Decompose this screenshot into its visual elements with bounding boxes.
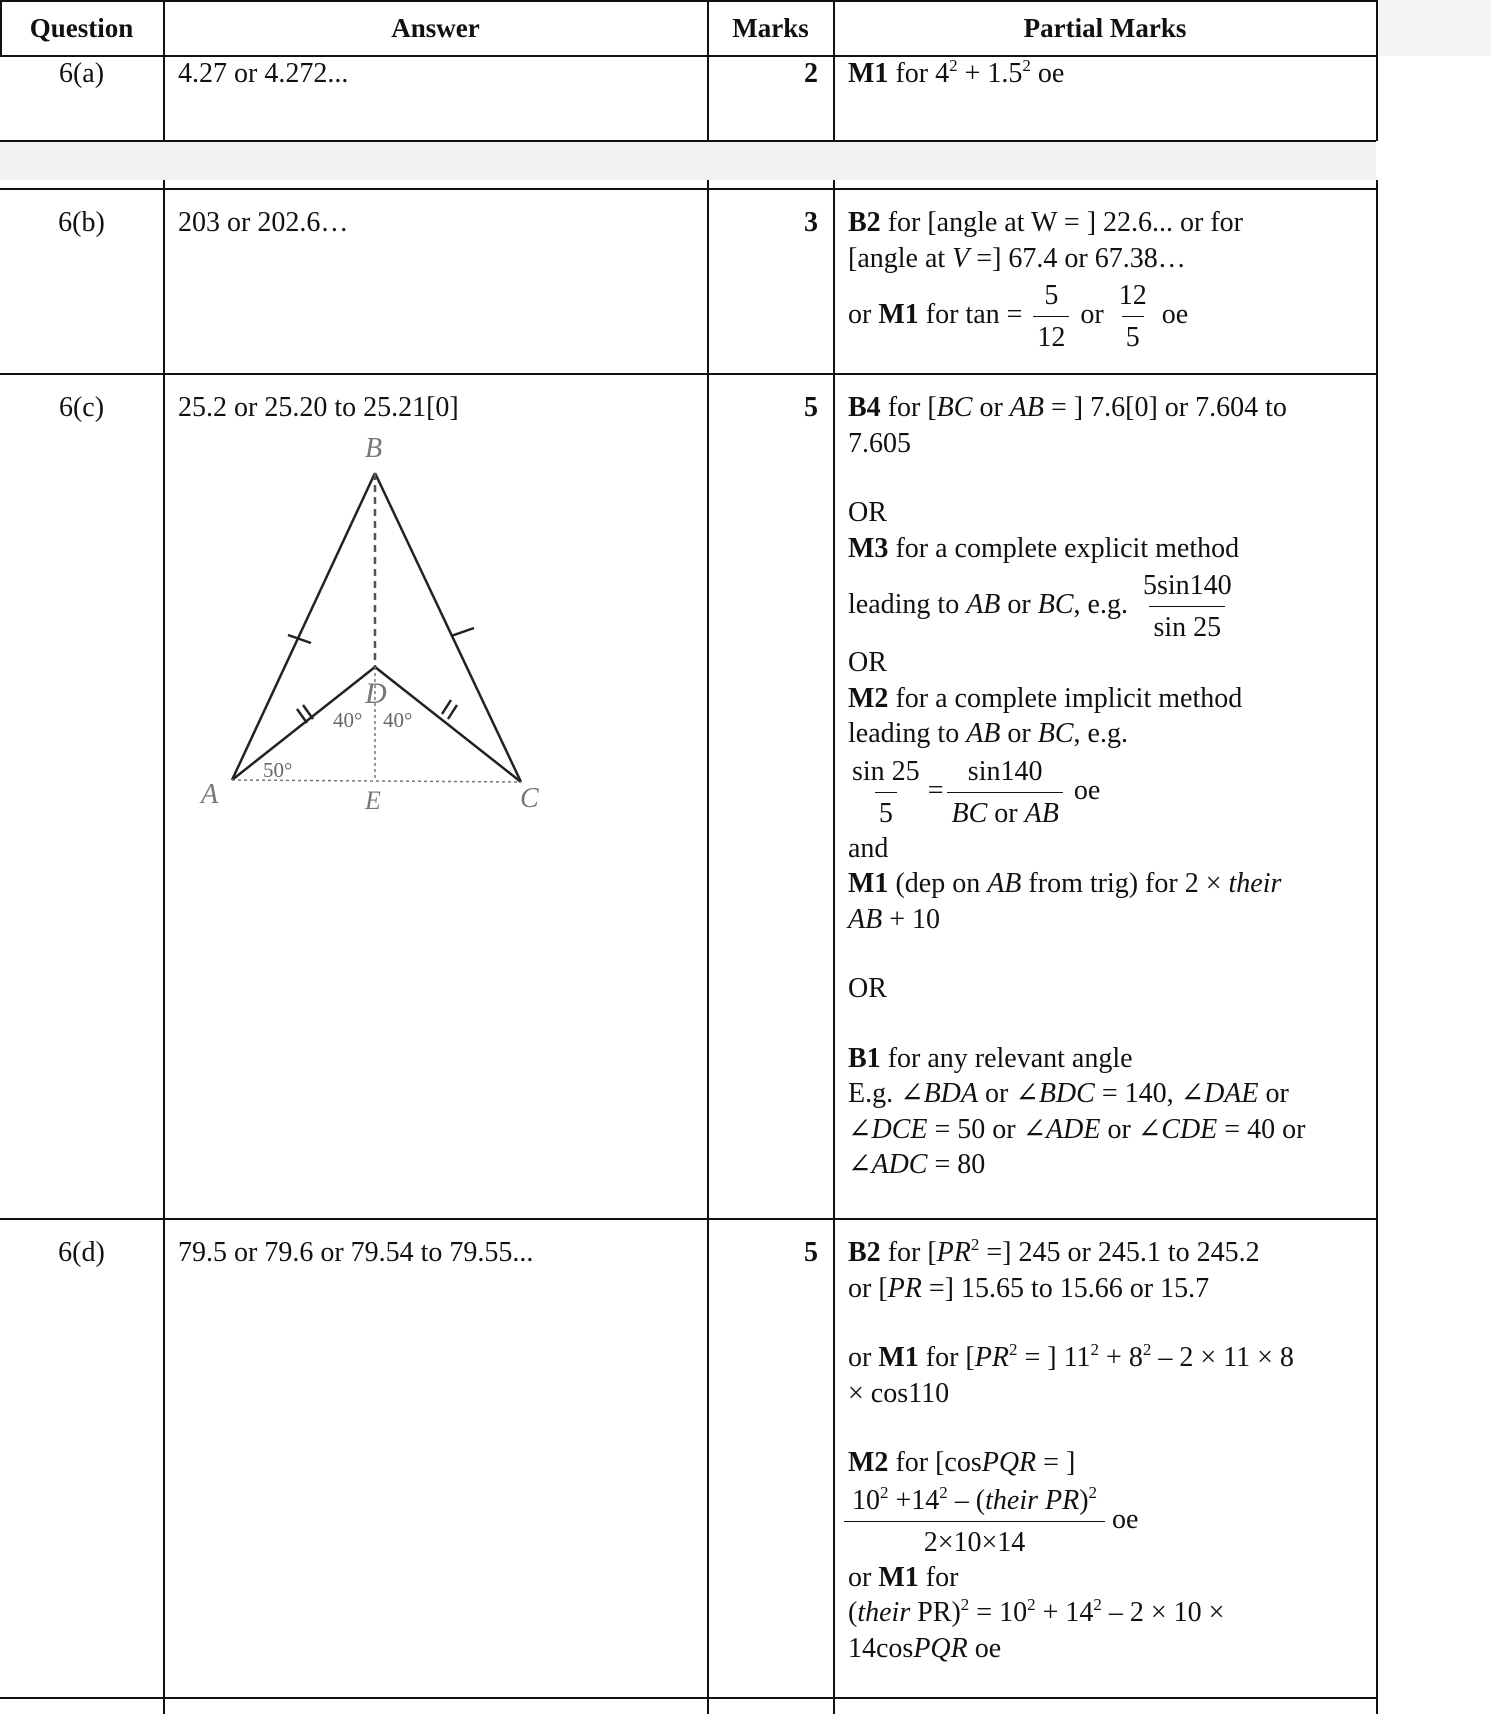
answer-6c: 25.2 or 25.20 to 25.21[0] xyxy=(178,392,459,423)
question-6c: 6(c) xyxy=(58,392,105,423)
header-partial-marks: Partial Marks xyxy=(1023,12,1187,43)
header-strip xyxy=(1376,0,1491,56)
fraction-explicit: $\frac{5\sin 140}{\sin 25}$ xyxy=(1142,570,1232,643)
angle-50: 50° xyxy=(263,758,293,782)
fraction-cosine-rule: $\frac{10^2 +14^2 - (their PR)^2}{2\times 10\times 14}$ xyxy=(848,1483,1101,1560)
header-marks: Marks xyxy=(732,12,809,43)
triangle-diagram xyxy=(195,425,555,825)
question-6d: 6(d) xyxy=(58,1237,105,1268)
header-answer: Answer xyxy=(391,12,480,43)
answer-6d: 79.5 or 79.6 or 79.54 to 79.55... xyxy=(178,1237,534,1268)
partial-marks-6a: M1 for $4^2 + 1.5^2$ oe xyxy=(848,56,1065,89)
border xyxy=(0,373,1376,375)
answer-6b: 203 or 202.6… xyxy=(178,207,349,238)
border xyxy=(0,140,1376,142)
label-a: A xyxy=(201,779,219,810)
fraction-5-12: $\frac{5}{12}$ xyxy=(1033,278,1069,355)
header-question: Question xyxy=(29,12,134,43)
question-6a: 6(a) xyxy=(58,58,105,89)
marks-6c: 5 xyxy=(804,392,818,423)
question-6b: 6(b) xyxy=(58,207,105,238)
partial-marks-6c: B4 for [BC or AB = ] 7.6[0] or 7.604 to 7.605 OR M3 for a complete explicit method leading to AB or BC, e.g. $\frac{5\sin 140}{\sin 25}$ OR M2 for a complete implicit method leading to AB or BC, e.g. $\frac{\sin 25}{5}$ = $\frac{\sin 140}{\text{BC or AB}}$ oe and M1 (dep on AB from trig) for 2 × their AB + 10 OR B1 for any relevant angle E.g. ∠BDA or ∠BDC = 140, ∠DAE or ∠DCE = 50 or ∠ADE or ∠CDE = 40 or ∠ADC = 80 xyxy=(848,392,1306,1180)
angle-40-left: 40° xyxy=(333,708,363,732)
border xyxy=(1376,180,1378,1714)
label-d: D xyxy=(365,677,387,710)
marks-6d: 5 xyxy=(804,1237,818,1268)
label-e: E xyxy=(365,786,381,815)
border xyxy=(1376,0,1378,141)
row-gap xyxy=(0,141,1376,180)
border xyxy=(833,180,835,1714)
border xyxy=(0,1218,1376,1220)
partial-marks-6b: B2 for [angle at W = ] 22.6... or for [angle at V =] 67.4 or 67.38… or M1 for tan = $\frac{5}{12}$ or $\frac{12}{5}$ oe xyxy=(848,207,1244,353)
angle-40-right: 40° xyxy=(383,708,413,732)
marks-6b: 3 xyxy=(804,207,818,238)
border xyxy=(0,1697,1376,1699)
fraction-sin140: $\frac{\sin 140}{\text{BC or AB}}$ xyxy=(947,754,1062,831)
label-c: C xyxy=(520,783,539,814)
marks-6a: 2 xyxy=(804,58,818,89)
border xyxy=(163,180,165,1714)
fraction-sin25-5: $\frac{\sin 25}{5}$ xyxy=(852,755,920,829)
partial-marks-6d: B2 for [$PR^2$ =] 245 or 245.1 to 245.2 or [PR =] 15.65 to 15.66 or 15.7 or M1 for [$PR^2$ = ] $11^2 + 8^2 - 2 \times 11 \times 8$ × cos110 M2 for [cosPQR = ] $\frac{10^2 +14^2 - (their PR)^2}{2\times 10\times 14}$ oe or M1 for (their $PR)^2 = 10^2 + 14^2 - 2 \times 10$ × 14cosPQR oe xyxy=(848,1235,1294,1666)
answer-6a: 4.27 or 4.272... xyxy=(178,58,349,89)
border xyxy=(0,188,1376,190)
label-b: B xyxy=(365,433,383,464)
fraction-12-5: $\frac{12}{5}$ xyxy=(1118,280,1147,353)
